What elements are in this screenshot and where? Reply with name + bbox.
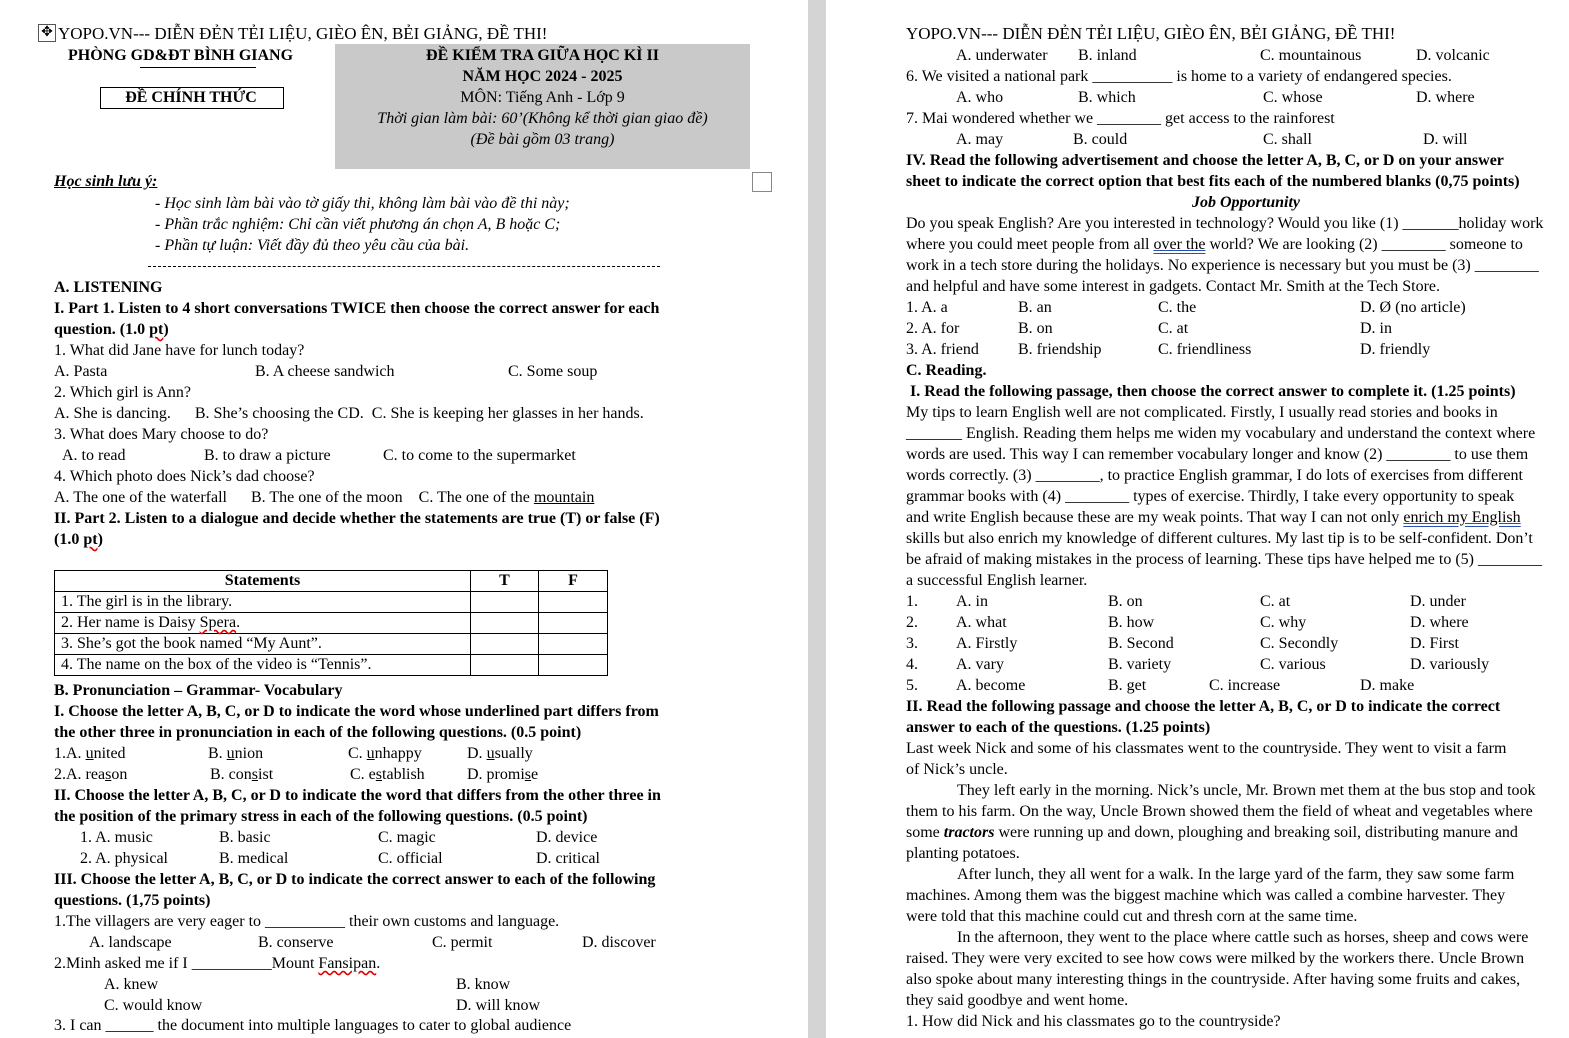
table-header-row [55,571,608,592]
r2-instruction: II. Read the following passage and choose the letter A, B, C, or D to indicate the correct [906,698,1501,715]
text: A. The one of the waterfall B. The one of the moon C. The one of the [54,489,534,506]
statement-cell: 1. The girl is in the library. [55,592,471,613]
question: 3. What does Mary choose to do? [54,426,269,443]
option-number: 1. [906,593,918,610]
spell-flag: pt [149,321,164,338]
text: tablish [382,766,425,783]
note-line: - Phần tự luận: Viết đầy đủ theo yêu cầu của bài. [155,237,470,254]
section-b-title: B. Pronunciation – Grammar- Vocabulary [54,682,343,699]
b3-instruction: III. Choose the letter A, B, C, or D to indicate the correct answer to each of the following [54,871,656,888]
option: D. where [1416,89,1475,106]
text: D. promi [467,766,525,783]
option: B. on [1018,320,1053,337]
true-cell[interactable] [471,592,539,613]
text: ist [258,766,274,783]
notes-title: Học sinh lưu ý: [54,173,158,190]
text: where you could meet people from all [906,236,1154,253]
grammar-flag: enrich my English [1403,509,1521,526]
option: C. shall [1263,131,1312,148]
text: u [366,745,375,762]
text: C. [348,745,367,762]
text: u [226,745,235,762]
passage-line: planting potatoes. [906,845,1020,862]
page-right [826,0,1569,1038]
ad-text: and helpful and have some interest in gadgets. Contact Mr. Smith at the Tech Store. [906,278,1441,295]
option: A. may [956,131,1004,148]
option: A. vary [956,656,1004,673]
section-c-title: C. Reading. [906,362,987,379]
question: 1. What did Jane have for lunch today? [54,342,305,359]
option [467,744,533,764]
school-year: NĂM HỌC 2024 - 2025 [462,68,623,85]
ad-text: work in a tech store during the holidays. No experience is necessary but you must be (3) ________ [906,257,1539,274]
r1-instruction: I. Read the following passage, then choose the correct answer to complete it. (1.25 points) [910,383,1516,400]
option: B. an [1018,299,1052,316]
part2-instruction-cont [54,530,103,550]
table-row [55,655,608,676]
false-cell[interactable] [539,634,608,655]
option: B. Second [1108,635,1174,652]
text: question. (1.0 [54,321,150,338]
text: C. e [350,766,376,783]
text: world? We are looking (2) ________ someone to [1205,236,1523,253]
b2-instruction: II. Choose the letter A, B, C, or D to indicate the word that differs from the other three in [54,787,661,804]
text: u [486,745,495,762]
text-box-handle[interactable] [752,172,772,192]
option: B. know [456,976,511,993]
option: A. landscape [89,934,172,951]
table-header: F [539,571,608,592]
text: ) [163,321,169,338]
text: nhappy [374,745,422,762]
option: 2. A. for [906,320,960,337]
iv-instruction: IV. Read the following advertisement and choose the letter A, B, C, or D on your answer [906,152,1504,169]
divider [148,266,660,267]
ad-text: Do you speak English? Are you interested in technology? Would you like (1) _______holiday work [906,215,1544,232]
job-title: Job Opportunity [1192,194,1301,211]
passage-line: were told that this machine could cut and thresh corn at the same time. [906,908,1358,925]
option-number: 3. [906,635,918,652]
option: B. basic [219,829,271,846]
true-cell[interactable] [471,655,539,676]
option: D. in [1360,320,1392,337]
spell-flag: Spera [199,614,237,631]
option: C. friendliness [1158,341,1252,358]
option: D. will [1423,131,1468,148]
passage-line [906,508,1521,528]
time-note: Thời gian làm bài: 60’(Không kể thời gian giao đề) [377,110,708,127]
option-number: 2. [906,614,918,631]
section-a-title: A. LISTENING [54,279,163,296]
text: e [531,766,539,783]
question: 3. I can ______ the document into multiple languages to cater to global audience [54,1017,572,1034]
passage-line: In the afternoon, they went to the place where cattle such as horses, sheep and cows were [957,929,1529,946]
move-handle-icon[interactable]: ✥ [38,24,56,42]
option: C. to come to the supermarket [383,447,576,464]
option: D. Ø (no article) [1360,299,1466,316]
option: C. why [1260,614,1307,631]
text: some [906,824,944,841]
text: s [375,766,383,783]
option: C. mountainous [1260,47,1362,64]
text: 1.A. [54,745,86,762]
text: sually [494,745,533,762]
option: C. at [1158,320,1189,337]
b1-instruction-cont: the other three in pronunciation in each of the following questions. (0.5 point) [54,724,582,741]
option: D. will know [456,997,540,1014]
text: 2. Her name is Daisy [61,614,200,631]
option [208,744,263,764]
passage-line: grammar books with (4) ________ types of exercise. Thirdly, I take every opportunity to speak [906,488,1515,505]
option: D. friendly [1360,341,1431,358]
text: ) [97,531,103,548]
text: and write English because these are my weak points. That way I can not only [906,509,1404,526]
text: (1.0 [54,531,84,548]
option: 1. A. a [906,299,948,316]
option: A. knew [104,976,159,993]
part1-instruction: I. Part 1. Listen to 4 short conversations TWICE then choose the correct answer for each [54,300,660,317]
option: B. conserve [258,934,334,951]
table-header: T [471,571,539,592]
question: 4. Which photo does Nick’s dad choose? [54,468,315,485]
option: B. on [1108,593,1143,610]
passage-line: They left early in the morning. Nick’s uncle, Mr. Brown met them at the bus stop and took [957,782,1536,799]
table-row [55,634,608,655]
option: C. increase [1209,677,1281,694]
part1-instruction-cont [54,320,169,340]
passage-line: also spoke about many interesting things in the countryside. After having some fruits and cakes, [906,971,1521,988]
option: C. at [1260,593,1291,610]
dept-name: PHÒNG GD&ĐT BÌNH GIANG [68,47,294,64]
statement-cell: 3. She’s got the book named “My Aunt”. [55,634,471,655]
text: 2.Minh asked me if I __________Mount [54,955,319,972]
question: 2. Which girl is Ann? [54,384,192,401]
option: A. Firstly [956,635,1018,652]
text: mountain [533,489,595,506]
statement-cell [55,613,471,634]
b1-instruction: I. Choose the letter A, B, C, or D to indicate the word whose underlined part differs from [54,703,659,720]
option: D. device [536,829,598,846]
option: D. make [1360,677,1415,694]
spell-flag: Fansipan [318,955,377,972]
source-header: YOPO.VN--- DIỄN ĐẺN TẺI LIỆU, GIÈO ÊN, BẺI GIẢNG, ĐỀ THI! [58,24,548,43]
passage-line: words correctly. (3) ________, to practice English grammar, I do lots of exercises from different [906,467,1523,484]
option: B. A cheese sandwich [255,363,395,380]
option [348,744,422,764]
option: C. Some soup [508,363,598,380]
keyword: tractors [943,824,995,841]
false-cell[interactable] [539,592,608,613]
question: 7. Mai wondered whether we ________ get access to the rainforest [906,110,1335,127]
option: B. inland [1078,47,1137,64]
b2-instruction-cont: the position of the primary stress in each of the following questions. (0.5 point) [54,808,588,825]
option: C. the [1158,299,1197,316]
option: D. variously [1410,656,1490,673]
passage-line: skills but also enrich my knowledge of different cultures. My last tip is to be self-confident. Don’t [906,530,1533,547]
false-cell[interactable] [539,613,608,634]
iv-instruction-cont: sheet to indicate the correct option that best fits each of the numbered blanks (0,75 points) [906,173,1520,190]
statement-cell: 4. The name on the box of the video is “Tennis”. [55,655,471,676]
option: D. First [1410,635,1459,652]
passage-line: they said goodbye and went home. [906,992,1129,1009]
option: B. friendship [1018,341,1102,358]
option: D. discover [582,934,656,951]
passage-line: words are used. This way I can remember vocabulary longer and know (2) ________ to use them [906,446,1529,463]
false-cell[interactable] [539,655,608,676]
text: s [105,766,112,783]
pages-note: (Đề bài gồm 03 trang) [470,131,615,148]
text: . [376,955,381,972]
option: D. critical [536,850,600,867]
option: A. underwater [956,47,1048,64]
option: B. variety [1108,656,1172,673]
option: C. various [1260,656,1326,673]
passage-line: raised. They were very excited to see how cows were milked by the workers there. Uncle Brown [906,950,1525,967]
option [54,765,127,785]
spell-flag: pt [83,531,98,548]
option: D. where [1410,614,1469,631]
text: u [85,745,94,762]
grammar-flag: over the [1153,236,1206,253]
text: nited [93,745,126,762]
option: 2. A. physical [80,850,168,867]
text: were running up and down, ploughing and breaking soil, distributing manure and [994,824,1518,841]
text: 2.A. rea [54,766,106,783]
option: C. official [378,850,443,867]
option: B. which [1078,89,1136,106]
question [54,954,380,974]
note-line: - Phần trắc nghiệm: Chỉ cần viết phương án chọn A, B hoặc C; [155,216,561,233]
option [54,744,126,764]
statements-table [54,570,608,676]
option: 1. A. music [80,829,153,846]
dept-underline [140,67,256,68]
option: A. Pasta [54,363,108,380]
passage-line: My tips to learn English well are not complicated. Firstly, I usually read stories and books in [906,404,1498,421]
text: B. [208,745,227,762]
option: C. permit [432,934,493,951]
question: 6. We visited a national park __________ is home to a variety of endangered species. [906,68,1452,85]
question: 1.The villagers are very eager to __________ their own customs and language. [54,913,560,930]
question: 1. How did Nick and his classmates go to the countryside? [906,1013,1281,1030]
option: B. get [1108,677,1147,694]
option-line [54,488,594,508]
source-header: YOPO.VN--- DIỄN ĐẺN TẺI LIỆU, GIÈO ÊN, BẺI GIẢNG, ĐỀ THI! [906,24,1396,43]
option: A. become [956,677,1026,694]
option: 3. A. friend [906,341,979,358]
passage-line: them to his farm. On the way, Uncle Brown showed them the field of wheat and vegetables where [906,803,1533,820]
text: B. con [210,766,252,783]
text: . [236,614,241,631]
option-number: 5. [906,677,918,694]
option: A. in [956,593,988,610]
table-row [55,592,608,613]
option: D. volcanic [1416,47,1490,64]
passage-line: _______ English. Reading them helps me widen my vocabulary and understand the context where [906,425,1536,442]
passage-line: a successful English learner. [906,572,1088,589]
ad-text [906,235,1523,255]
option: C. magic [378,829,436,846]
option: C. whose [1263,89,1323,106]
option: B. to draw a picture [204,447,331,464]
option: A. what [956,614,1007,631]
page-gap [808,0,826,1038]
passage-line: Last week Nick and some of his classmates went to the countryside. They went to visit a farm [906,740,1507,757]
text: nion [234,745,264,762]
true-cell[interactable] [471,613,539,634]
table-row [55,613,608,634]
text: on [111,766,128,783]
passage-line: machines. Among them was the biggest machine which was called a combine harvester. They [906,887,1506,904]
b3-instruction-cont: questions. (1,75 points) [54,892,211,909]
passage-line: After lunch, they all went for a walk. In the large yard of the farm, they saw some farm [957,866,1515,883]
option: B. how [1108,614,1155,631]
option: C. would know [104,997,203,1014]
official-label: ĐỀ CHÍNH THỨC [125,89,257,106]
subject: MÔN: Tiếng Anh - Lớp 9 [460,89,625,106]
option: C. Secondly [1260,635,1339,652]
text: D. [467,745,487,762]
option-line: A. She is dancing. B. She’s choosing the CD. C. She is keeping her glasses in her hands. [54,405,644,422]
passage-line [906,823,1518,843]
option [467,765,538,785]
option-number: 4. [906,656,918,673]
table-header: Statements [55,571,471,592]
option [210,765,273,785]
option: A. who [956,89,1004,106]
note-line: - Học sinh làm bài vào tờ giấy thi, không làm bài vào đề thi này; [155,195,570,212]
option: B. medical [219,850,289,867]
text: s [524,766,532,783]
part2-instruction: II. Part 2. Listen to a dialogue and decide whether the statements are true (T) or false (F) [54,510,660,527]
option: A. to read [62,447,126,464]
passage-line: be afraid of making mistakes in the process of learning. These tips have helped me to (5) ________ [906,551,1542,568]
true-cell[interactable] [471,634,539,655]
r2-instruction-cont: answer to each of the questions. (1.25 points) [906,719,1211,736]
exam-title: ĐỀ KIỂM TRA GIỮA HỌC KÌ II [426,47,659,64]
option: B. could [1073,131,1128,148]
passage-line: of Nick’s uncle. [906,761,1008,778]
option: D. under [1410,593,1466,610]
option [350,765,425,785]
text: s [251,766,259,783]
